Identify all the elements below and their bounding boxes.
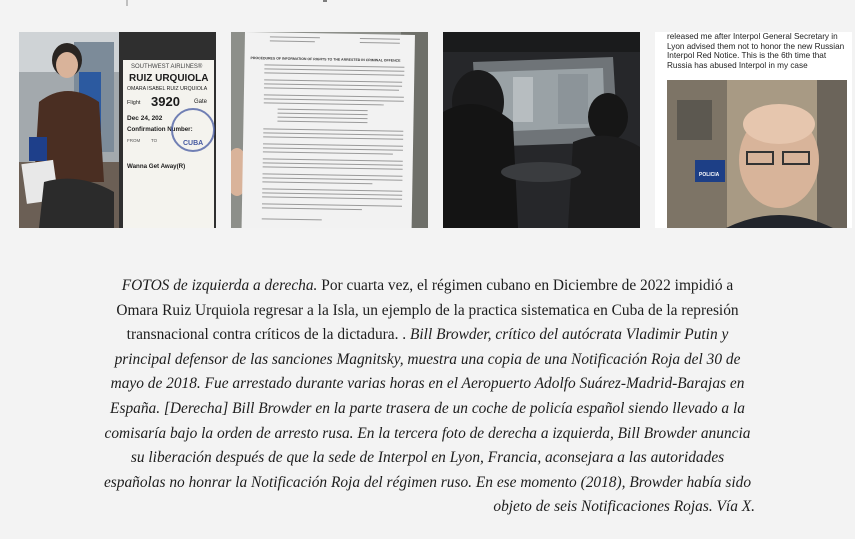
policia-sign: POLICIA <box>699 172 720 178</box>
ticket-date: Dec 24, 202 <box>127 115 163 122</box>
ticket-gate-label: Gate <box>194 99 208 105</box>
ticket-fullname: OMARA ISABEL RUIZ URQUIOLA <box>127 86 208 92</box>
caption-omara: Por cuarta vez, el régimen cubano en Diciembre de 2022 impidió a Omara Ruiz Urquiola regresar a la Isla, un ejemplo de la practica sistematica en Cuba de la represión transnacional contra críticos de la dictadura. . <box>116 277 739 344</box>
photo-3-scene <box>443 32 640 228</box>
boarding-pass <box>123 60 214 228</box>
ticket-name: RUIZ URQUIOLA <box>129 73 209 84</box>
photo-omara-boarding-pass <box>19 32 216 228</box>
caption-intro: FOTOS de izquierda a derecha. <box>121 277 318 294</box>
ticket-airline: SOUTHWEST AIRLINES® <box>131 64 203 70</box>
photo-4-selfie <box>667 80 852 228</box>
ticket-to: TO <box>151 138 158 143</box>
caption <box>100 274 755 520</box>
tweet-text: released me after Interpol General Secretary in Lyon advised them not to honor the new Russian Interpol Red Notice. This is the 6th time that Russia has abused Interpol in my case <box>667 32 845 70</box>
photo-police-car-interior <box>443 32 640 228</box>
photo-red-notice-document <box>231 32 428 228</box>
document-title: PROCEDURES OF INFORMATION OF RIGHTS TO THE ARRESTED IN CRIMINAL OFFENCE <box>250 56 401 63</box>
document-sheet <box>242 32 415 228</box>
ticket-stamp-text: CUBA <box>183 140 204 147</box>
ticket-flight: 3920 <box>151 94 180 109</box>
top-mark <box>323 0 327 2</box>
top-divider <box>126 0 128 6</box>
ticket-slogan: Wanna Get Away(R) <box>127 163 186 170</box>
ticket-confirmation: Confirmation Number: <box>127 126 193 133</box>
photo-browder-tweet <box>655 32 852 228</box>
ticket-flight-label: Flight <box>127 100 141 106</box>
caption-browder: Bill Browder, crítico del autócrata Vladimir Putin y principal defensor de las sanciones Magnitsky, muestra una copia de una Notificación Roja del 30 de mayo de 2018. Fue arrestado durante varias horas en el Aeropuerto Adolfo Suárez-Madrid-Barajas en España. [Derecha] Bill Browder en la parte trasera de un coche de policía español siendo llevado a la comisaría bajo la orden de arresto rusa. En la tercera foto de derecha a izquierda, Bill Browder anuncia su liberación después de que la sede de Interpol en Lyon, Francia, aconsejara a las autoridades españolas no honrar la Notificación Roja del régimen ruso. En ese momento (2018), Browder había sido objeto de seis Notificaciones Rojas. Vía X. <box>103 326 755 516</box>
ticket-from: FROM <box>127 138 141 143</box>
